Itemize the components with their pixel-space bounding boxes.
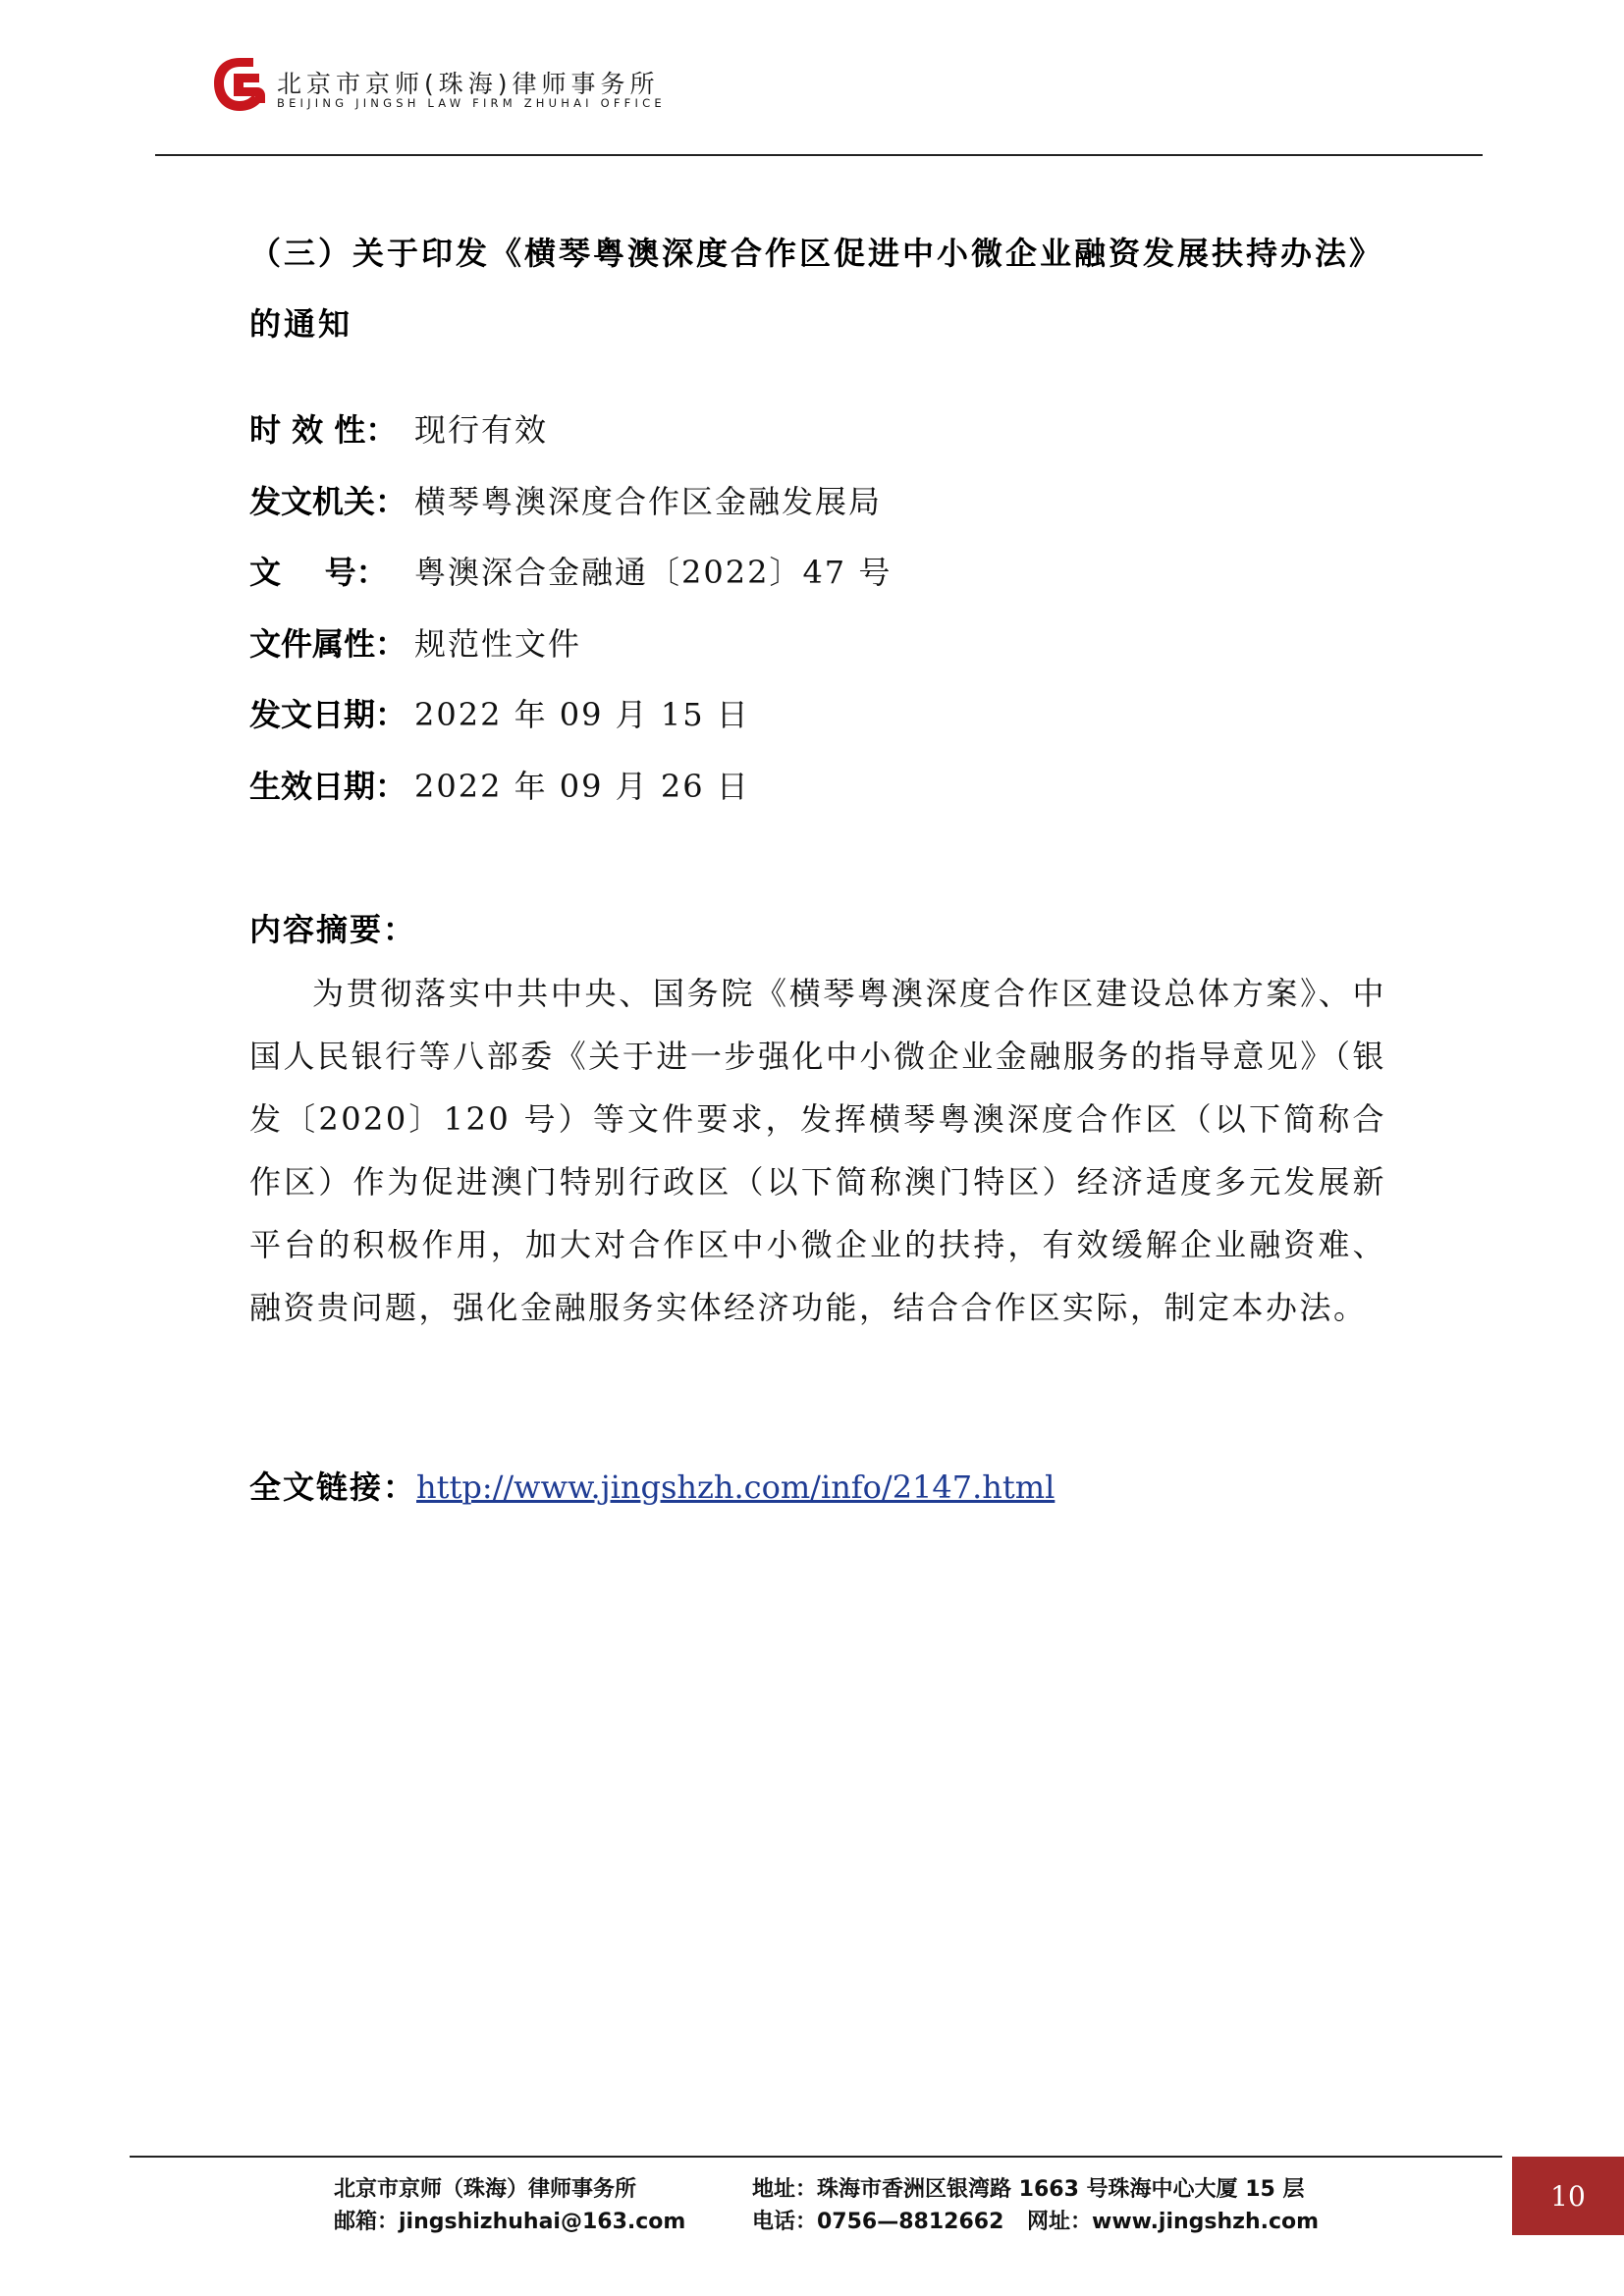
meta-value: 规范性文件 [414,624,582,663]
summary-heading: 内容摘要： [249,911,417,948]
footer-divider [130,2156,1502,2158]
meta-value: 2022 年 09 月 26 日 [414,767,750,805]
meta-value: 2022 年 09 月 15 日 [414,696,750,733]
meta-label: 时 效 性： [249,411,398,449]
firm-name-cn: 北京市京师(珠海)律师事务所 [277,70,660,98]
meta-row-effective-date [249,761,1398,832]
footer-website: 网址：www.jingshzh.com [1027,2210,1320,2234]
footer-phone: 电话：0756—8812662 [752,2210,1004,2234]
footer-address: 地址：珠海市香洲区银湾路 1663 号珠海中心大厦 15 层 [752,2177,1305,2202]
meta-row-doc-number [249,547,1398,618]
full-text-link-row [249,1463,1055,1508]
full-text-link[interactable]: http://www.jingshzh.com/info/2147.html [416,1468,1056,1506]
meta-row-validity [249,404,1398,476]
meta-label: 生效日期： [249,767,407,805]
meta-label: 文件属性： [249,624,407,663]
document-meta [249,404,1398,831]
meta-label: 发文机关： [249,482,407,520]
meta-row-issue-date [249,689,1398,761]
meta-value: 现行有效 [414,411,549,449]
firm-logo-icon [210,54,269,117]
meta-value: 粤澳深合金融通〔2022〕47 号 [414,554,893,591]
page-number: 10 [1512,2157,1624,2235]
meta-label: 文 号： [249,554,388,591]
footer-email: 邮箱：jingshizhuhai@163.com [334,2210,686,2234]
footer-firm: 北京市京师（珠海）律师事务所 [334,2177,637,2202]
meta-row-doc-type [249,618,1398,690]
summary-body: 为贯彻落实中共中央、国务院《横琴粤澳深度合作区建设总体方案》、中国人民银行等八部委《关于进一步强化中小微企业金融服务的指导意见》（银发〔2020〕120 号）等文件要求，发挥横琴粤澳深度合作区（以下简称合作区）作为促进澳门特别行政区（以下简称澳门特区）经济适度多元发展新平台的积极作用，加大对合作区中小微企业的扶持，有效缓解企业融资难、融资贵问题，强化金融服务实体经济功能，结合合作区实际，制定本办法。 [249,975,1386,1326]
link-label: 全文链接： [249,1468,417,1506]
meta-value: 横琴粤澳深度合作区金融发展局 [414,482,883,520]
meta-row-issuer [249,476,1398,548]
meta-label: 发文日期： [249,696,407,733]
header-divider [155,154,1483,156]
firm-name-en: BEIJING JINGSH LAW FIRM ZHUHAI OFFICE [277,96,666,110]
document-title: （三）关于印发《横琴粤澳深度合作区促进中小微企业融资发展扶持办法》的通知 [249,235,1384,343]
